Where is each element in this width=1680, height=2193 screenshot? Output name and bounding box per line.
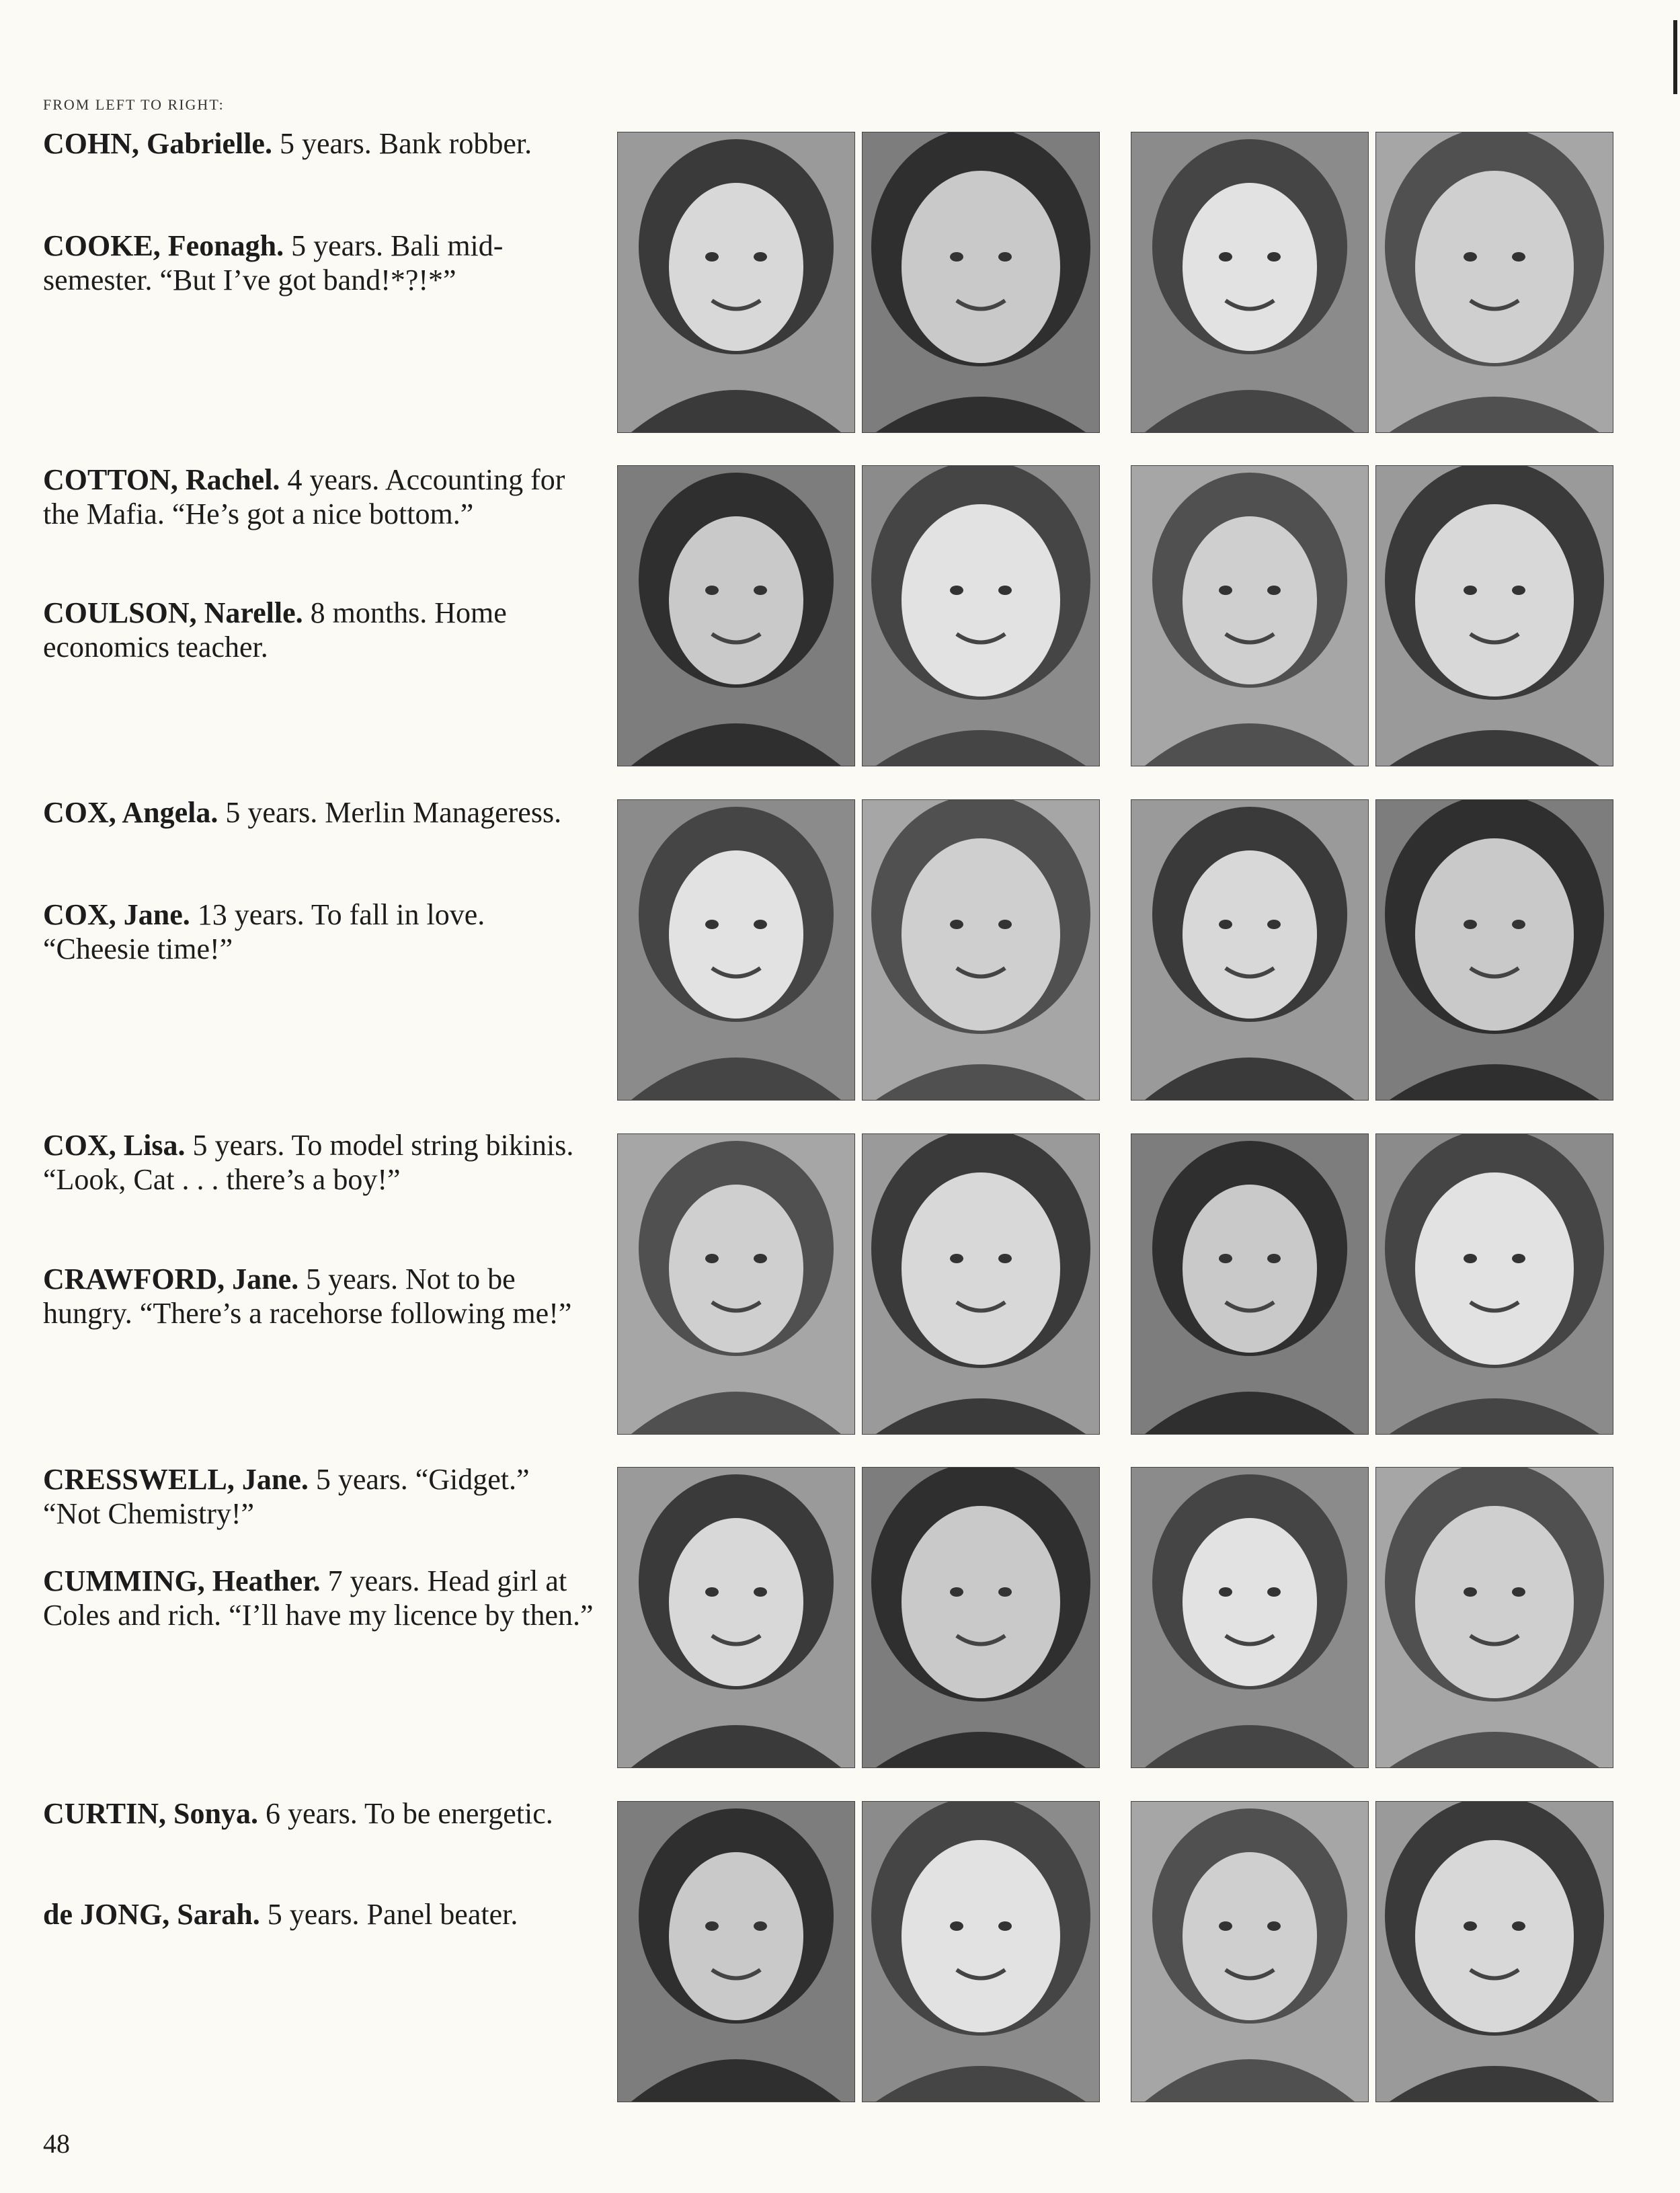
portrait-photo: [1131, 1133, 1369, 1435]
entry-text: 5 years. “Gidget.” “Not Chemistry!”: [43, 1463, 530, 1530]
entry-name: COX, Angela.: [43, 796, 218, 829]
entry-cox-angela: [43, 795, 594, 830]
entry-crawford: [43, 1262, 594, 1330]
entry-cotton: [43, 463, 594, 531]
page-number: 48: [43, 2128, 70, 2159]
entry-text: 7 years. Head girl at Coles and rich. “I’ll have my licence by then.”: [43, 1564, 594, 1632]
portrait-photo: [1131, 799, 1369, 1101]
entry-text: 5 years. To model string bikinis. “Look, Cat . . . there’s a boy!”: [43, 1129, 574, 1196]
entry-name: COX, Lisa.: [43, 1129, 186, 1162]
entry-name: CRESSWELL, Jane.: [43, 1463, 309, 1496]
portrait-photo: [617, 799, 855, 1101]
entry-text: 5 years. Bank robber.: [272, 127, 532, 160]
entry-name: CUMMING, Heather.: [43, 1564, 321, 1597]
entry-name: CRAWFORD, Jane.: [43, 1263, 299, 1295]
page-edge-mark: [1673, 20, 1677, 94]
entry-text: 5 years. Panel beater.: [259, 1898, 518, 1931]
entry-text: 8 months. Home economics teacher.: [43, 596, 507, 664]
entry-cox-lisa: [43, 1128, 594, 1197]
entry-name: COX, Jane.: [43, 898, 190, 931]
entry-curtin: [43, 1796, 594, 1831]
entry-cox-jane: [43, 898, 594, 966]
portrait-photo: [1375, 1801, 1613, 2102]
portrait-photo: [1131, 1801, 1369, 2102]
entry-name: CURTIN, Sonya.: [43, 1797, 258, 1830]
portrait-photo: [862, 132, 1100, 433]
portrait-photo: [862, 465, 1100, 766]
caption-header: FROM LEFT TO RIGHT:: [43, 96, 225, 113]
portrait-photo: [1375, 132, 1613, 433]
portrait-photo: [617, 1467, 855, 1768]
portrait-photo: [1131, 132, 1369, 433]
entry-cumming: [43, 1564, 594, 1632]
entry-name: COHN, Gabrielle.: [43, 127, 272, 160]
portrait-photo: [617, 1801, 855, 2102]
portrait-photo: [1131, 1467, 1369, 1768]
entry-name: COOKE, Feonagh.: [43, 229, 284, 262]
entry-text: 5 years. Not to be hungry. “There’s a racehorse following me!”: [43, 1263, 572, 1330]
portrait-photo: [862, 1133, 1100, 1435]
portrait-photo: [862, 1467, 1100, 1768]
entry-cooke: [43, 229, 594, 297]
entry-name: COULSON, Narelle.: [43, 596, 303, 629]
entry-text: 5 years. Bali mid-semester. “But I’ve got band!*?!*”: [43, 229, 504, 296]
portrait-photo: [617, 132, 855, 433]
entry-name: de JONG, Sarah.: [43, 1898, 260, 1931]
entry-name: COTTON, Rachel.: [43, 463, 280, 496]
entry-cresswell: [43, 1462, 594, 1531]
entry-text: 4 years. Accounting for the Mafia. “He’s got a nice bottom.”: [43, 463, 565, 530]
entry-text: 13 years. To fall in love. “Cheesie time!”: [43, 898, 485, 965]
entry-text: 6 years. To be energetic.: [257, 1797, 553, 1830]
entry-cohn: [43, 126, 594, 161]
portrait-photo: [862, 799, 1100, 1101]
portrait-photo: [862, 1801, 1100, 2102]
entry-text: 5 years. Merlin Manageress.: [218, 796, 562, 829]
portrait-photo: [1375, 799, 1613, 1101]
portrait-photo: [1131, 465, 1369, 766]
portrait-photo: [1375, 465, 1613, 766]
entry-de-jong: [43, 1897, 594, 1931]
portrait-photo: [1375, 1133, 1613, 1435]
portrait-photo: [617, 1133, 855, 1435]
portrait-photo: [617, 465, 855, 766]
entry-coulson: [43, 596, 594, 664]
portrait-photo: [1375, 1467, 1613, 1768]
